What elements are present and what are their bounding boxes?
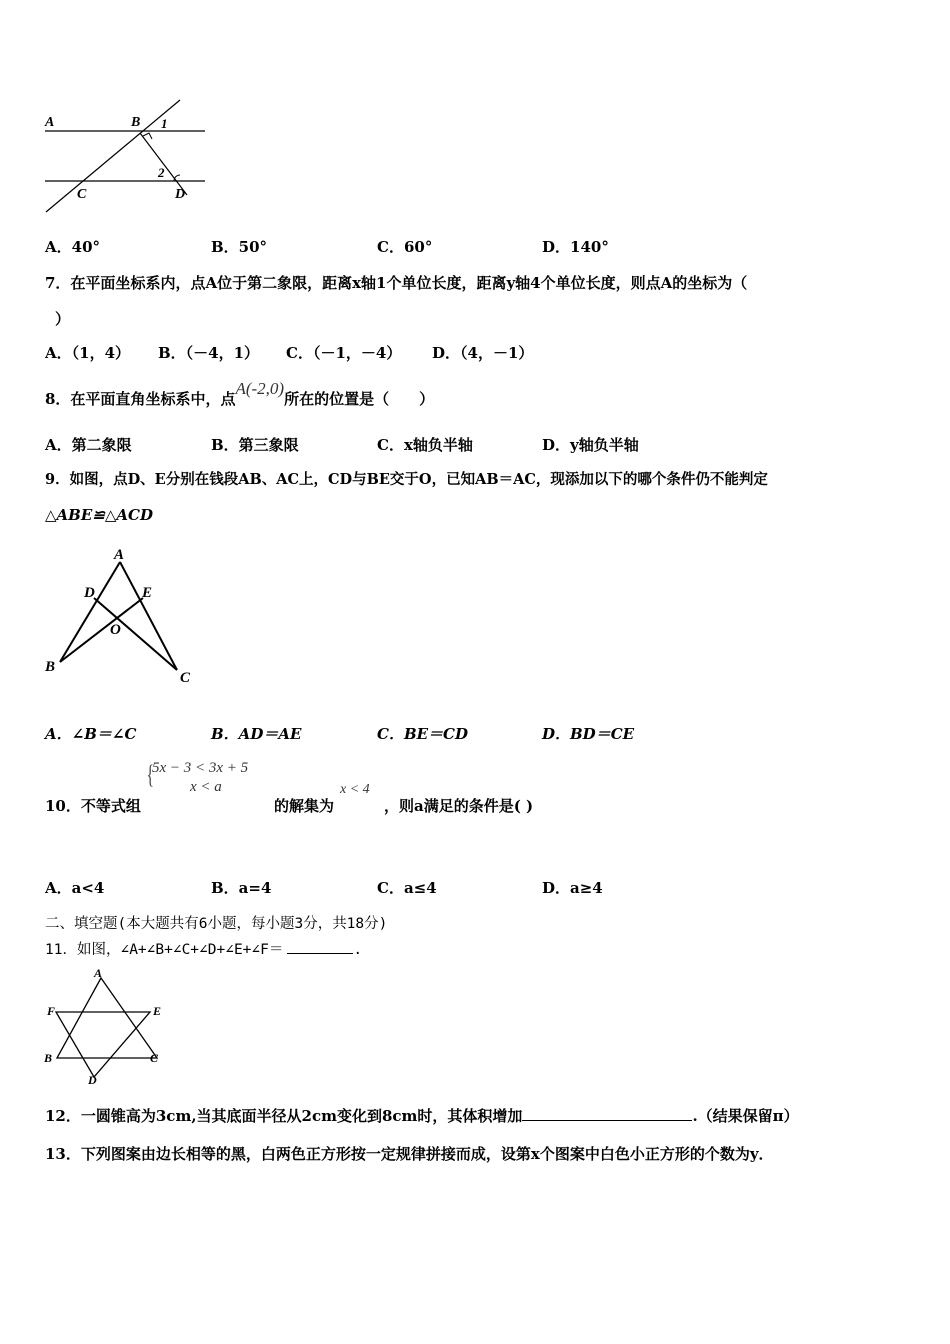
fig11-label-f: F <box>47 1004 56 1018</box>
q9-stem-line2: △ABE≌△ACD <box>45 506 153 524</box>
q7-option-a: A．（1，4） <box>45 344 131 362</box>
fig9-label-b: B <box>45 659 56 675</box>
q13-stem: 13．下列图案由边长相等的黑，白两色正方形按一定规律拼接而成，设第x个图案中白色小正方形的个数为y． <box>45 1145 774 1163</box>
q9-option-b: B．AD＝AE <box>211 725 302 743</box>
q9-option-d: D．BD＝CE <box>542 725 635 743</box>
fig11-label-e: E <box>153 1004 162 1018</box>
q8-option-c: C．x轴负半轴 <box>377 436 473 454</box>
q6-option-b: B．50° <box>211 238 268 256</box>
q8-option-a: A．第二象限 <box>45 436 132 454</box>
q7-option-d: D．（4，－1） <box>432 344 534 362</box>
section2-heading: 二、填空题(本大题共有6小题，每小题3分，共18分) <box>45 916 388 932</box>
q6-option-a: A．40° <box>45 238 101 256</box>
q9-option-a: A．∠B＝∠C <box>45 725 137 743</box>
q6-option-c: C．60° <box>377 238 433 256</box>
q10-option-c: C．a≤4 <box>377 879 437 897</box>
q10-stem-mid: 的解集为 <box>274 797 335 815</box>
q6-option-d: D．140° <box>542 238 609 256</box>
q10-stem-suffix: ，则a满足的条件是( ) <box>384 797 534 815</box>
q8-point: A(-2,0) <box>235 379 285 398</box>
fig9-label-d: D <box>84 585 95 601</box>
q12-stem-end: .（结果保留π） <box>692 1107 799 1125</box>
fig6-angle-2: 2 <box>158 165 165 180</box>
fig9-label-c: C <box>180 670 191 686</box>
q7-stem: 7．在平面坐标系内，点A位于第二象限，距离x轴1个单位长度，距离y轴4个单位长度，则点A的坐标为（ <box>45 274 748 292</box>
q10-system-line2: x < a <box>190 779 222 795</box>
q8-option-d: D．y轴负半轴 <box>542 436 639 454</box>
fig11-label-a: A <box>94 966 103 980</box>
q9-stem: 9．如图，点D、E分别在钱段AB、AC上，CD与BE交于O，已知AB＝AC，现添加以下的哪个条件仍不能判定 <box>45 471 768 488</box>
fig11-label-c: C <box>150 1051 159 1065</box>
q11-figure <box>40 965 170 1087</box>
q11-stem <box>45 938 362 959</box>
q10-system-line1: 5x − 3 < 3x + 5 <box>152 760 249 776</box>
q12-stem-text: 12．一圆锥高为3cm,当其底面半径从2cm变化到8cm时，其体积增加 <box>45 1107 523 1125</box>
fig6-angle-1: 1 <box>161 116 168 131</box>
fig11-label-d: D <box>88 1073 97 1087</box>
fig6-label-a: A <box>45 115 55 130</box>
fig6-label-c: C <box>77 187 87 202</box>
q8-stem-prefix: 8．在平面直角坐标系中，点 <box>45 390 236 408</box>
fig9-label-e: E <box>142 585 153 601</box>
q6-figure <box>40 95 215 220</box>
q10-option-a: A．a<4 <box>45 879 105 897</box>
q10-option-d: D．a≥4 <box>542 879 603 897</box>
q12-answer-blank <box>522 1120 692 1121</box>
q8-option-b: B．第三象限 <box>211 436 299 454</box>
fig9-label-a: A <box>114 547 125 563</box>
q7-option-b: B．（－4，1） <box>158 344 260 362</box>
q9-option-c: C．BE＝CD <box>377 725 468 743</box>
fig6-label-d: D <box>175 187 186 202</box>
q7-option-c: C．（－1，－4） <box>286 344 402 362</box>
fig9-label-o: O <box>110 622 121 638</box>
q11-answer-blank <box>287 953 353 954</box>
q11-stem-end: . <box>353 942 363 958</box>
q12-stem <box>45 1105 799 1126</box>
q7-stem-end: ） <box>55 310 71 328</box>
q10-option-b: B．a=4 <box>211 879 272 897</box>
fig11-label-b: B <box>44 1051 53 1065</box>
q8-stem-suffix: 所在的位置是（ ） <box>284 390 435 408</box>
q8-stem <box>45 378 434 418</box>
q10-solution: x < 4 <box>340 782 370 797</box>
q11-stem-text: 11．如图，∠A+∠B+∠C+∠D+∠E+∠F＝ <box>45 942 284 958</box>
q10-system-brace: { <box>146 760 154 789</box>
q9-figure <box>42 545 202 690</box>
fig6-label-b: B <box>131 115 141 130</box>
q10-stem-prefix: 10．不等式组 <box>45 797 141 815</box>
